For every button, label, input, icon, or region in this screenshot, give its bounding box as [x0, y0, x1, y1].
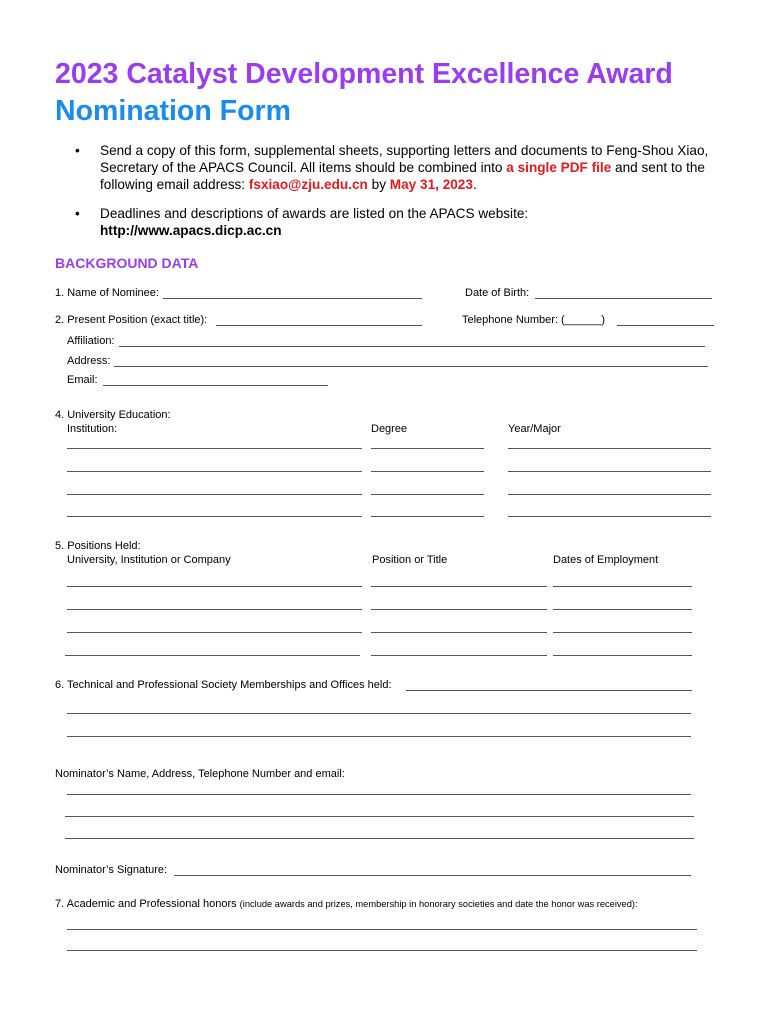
honors-field[interactable] — [67, 929, 697, 930]
memberships-field[interactable] — [67, 713, 691, 714]
positions-university-field[interactable] — [67, 586, 362, 587]
education-institution-field[interactable] — [67, 494, 362, 495]
education-degree-field[interactable] — [371, 494, 484, 495]
education-institution-field[interactable] — [67, 471, 362, 472]
positions-dates-field[interactable] — [553, 655, 692, 656]
education-year-field[interactable] — [508, 494, 711, 495]
affiliation-label: Affiliation: — [67, 335, 115, 347]
address-field[interactable] — [114, 366, 708, 367]
nominee-field[interactable] — [163, 298, 422, 299]
honors-field[interactable] — [67, 950, 697, 951]
education-degree-field[interactable] — [371, 448, 484, 449]
email-label: Email: — [67, 374, 98, 386]
form-subtitle: Nomination Form — [55, 95, 291, 127]
positions-university-field[interactable] — [65, 655, 360, 656]
instruction-website — [75, 205, 735, 239]
positions-university-field[interactable] — [67, 609, 362, 610]
positions-col-dates: Dates of Employment — [553, 554, 659, 566]
education-year-field[interactable] — [508, 471, 711, 472]
positions-col-position: Position or Title — [372, 554, 448, 566]
instruction-text: and sent to the following email address: — [100, 160, 705, 192]
signature-field[interactable] — [174, 875, 691, 876]
honors-label-text: 7. Academic and Professional honors — [55, 898, 237, 910]
memberships-label: 6. Technical and Professional Society Memberships and Offices held: — [55, 679, 392, 691]
bullet-dot: • — [75, 206, 80, 221]
positions-dates-field[interactable] — [553, 586, 692, 587]
positions-heading: 5. Positions Held: — [55, 540, 141, 552]
honors-label — [55, 898, 638, 911]
section-background-data: BACKGROUND DATA — [55, 255, 199, 271]
instruction-text: by — [367, 177, 390, 192]
bullet-dot: • — [75, 143, 80, 158]
positions-col-university: University, Institution or Company — [67, 554, 231, 566]
education-year-field[interactable] — [508, 516, 711, 517]
submission-deadline: May 31, 2023 — [389, 177, 473, 192]
position-field[interactable] — [216, 325, 422, 326]
honors-note: (include awards and prizes, membership in honorary societies and date the honor was received): — [239, 899, 638, 909]
positions-title-field[interactable] — [371, 655, 547, 656]
position-label: 2. Present Position (exact title): — [55, 314, 208, 326]
education-col-institution: Institution: — [67, 423, 118, 435]
nominee-label: 1. Name of Nominee: — [55, 287, 159, 299]
submission-email-link[interactable]: fsxiao@zju.edu.cn — [248, 177, 368, 192]
nominator-field[interactable] — [67, 794, 691, 795]
memberships-field[interactable] — [406, 690, 692, 691]
signature-label: Nominator’s Signature: — [55, 864, 168, 876]
instructions-list — [75, 142, 735, 251]
nominator-label: Nominator’s Name, Address, Telephone Number and email: — [55, 768, 345, 780]
education-institution-field[interactable] — [67, 516, 362, 517]
education-col-year: Year/Major — [508, 423, 561, 435]
education-year-field[interactable] — [508, 448, 711, 449]
telephone-field[interactable] — [617, 325, 714, 326]
telephone-label: Telephone Number: (______) — [462, 314, 606, 326]
positions-dates-field[interactable] — [553, 609, 692, 610]
affiliation-field[interactable] — [119, 346, 705, 347]
memberships-field[interactable] — [67, 736, 691, 737]
education-heading: 4. University Education: — [55, 409, 171, 421]
nominator-field[interactable] — [65, 838, 694, 839]
form-title: 2023 Catalyst Development Excellence Award — [55, 58, 673, 90]
positions-university-field[interactable] — [67, 632, 362, 633]
dob-field[interactable] — [535, 298, 712, 299]
positions-dates-field[interactable] — [553, 632, 692, 633]
nominator-field[interactable] — [65, 816, 694, 817]
email-field[interactable] — [103, 385, 328, 386]
instruction-text: Send a copy of this form, supplemental sheets, supporting letters and documents to Feng-Shou Xiao, Secretary of the APACS Council. All items should be combined into — [100, 143, 709, 175]
dob-label: Date of Birth: — [465, 287, 530, 299]
education-col-degree: Degree — [371, 423, 408, 435]
education-institution-field[interactable] — [67, 448, 362, 449]
pdf-requirement: a single PDF file — [506, 160, 612, 175]
instruction-text: Deadlines and descriptions of awards are listed on the APACS website: — [100, 206, 529, 221]
instruction-text: . — [472, 177, 477, 192]
instruction-submission — [75, 142, 735, 193]
apacs-website-link[interactable]: http://www.apacs.dicp.ac.cn — [100, 223, 282, 238]
education-degree-field[interactable] — [371, 516, 484, 517]
positions-title-field[interactable] — [371, 632, 547, 633]
positions-title-field[interactable] — [371, 586, 547, 587]
education-degree-field[interactable] — [371, 471, 484, 472]
positions-title-field[interactable] — [371, 609, 547, 610]
address-label: Address: — [67, 355, 111, 367]
